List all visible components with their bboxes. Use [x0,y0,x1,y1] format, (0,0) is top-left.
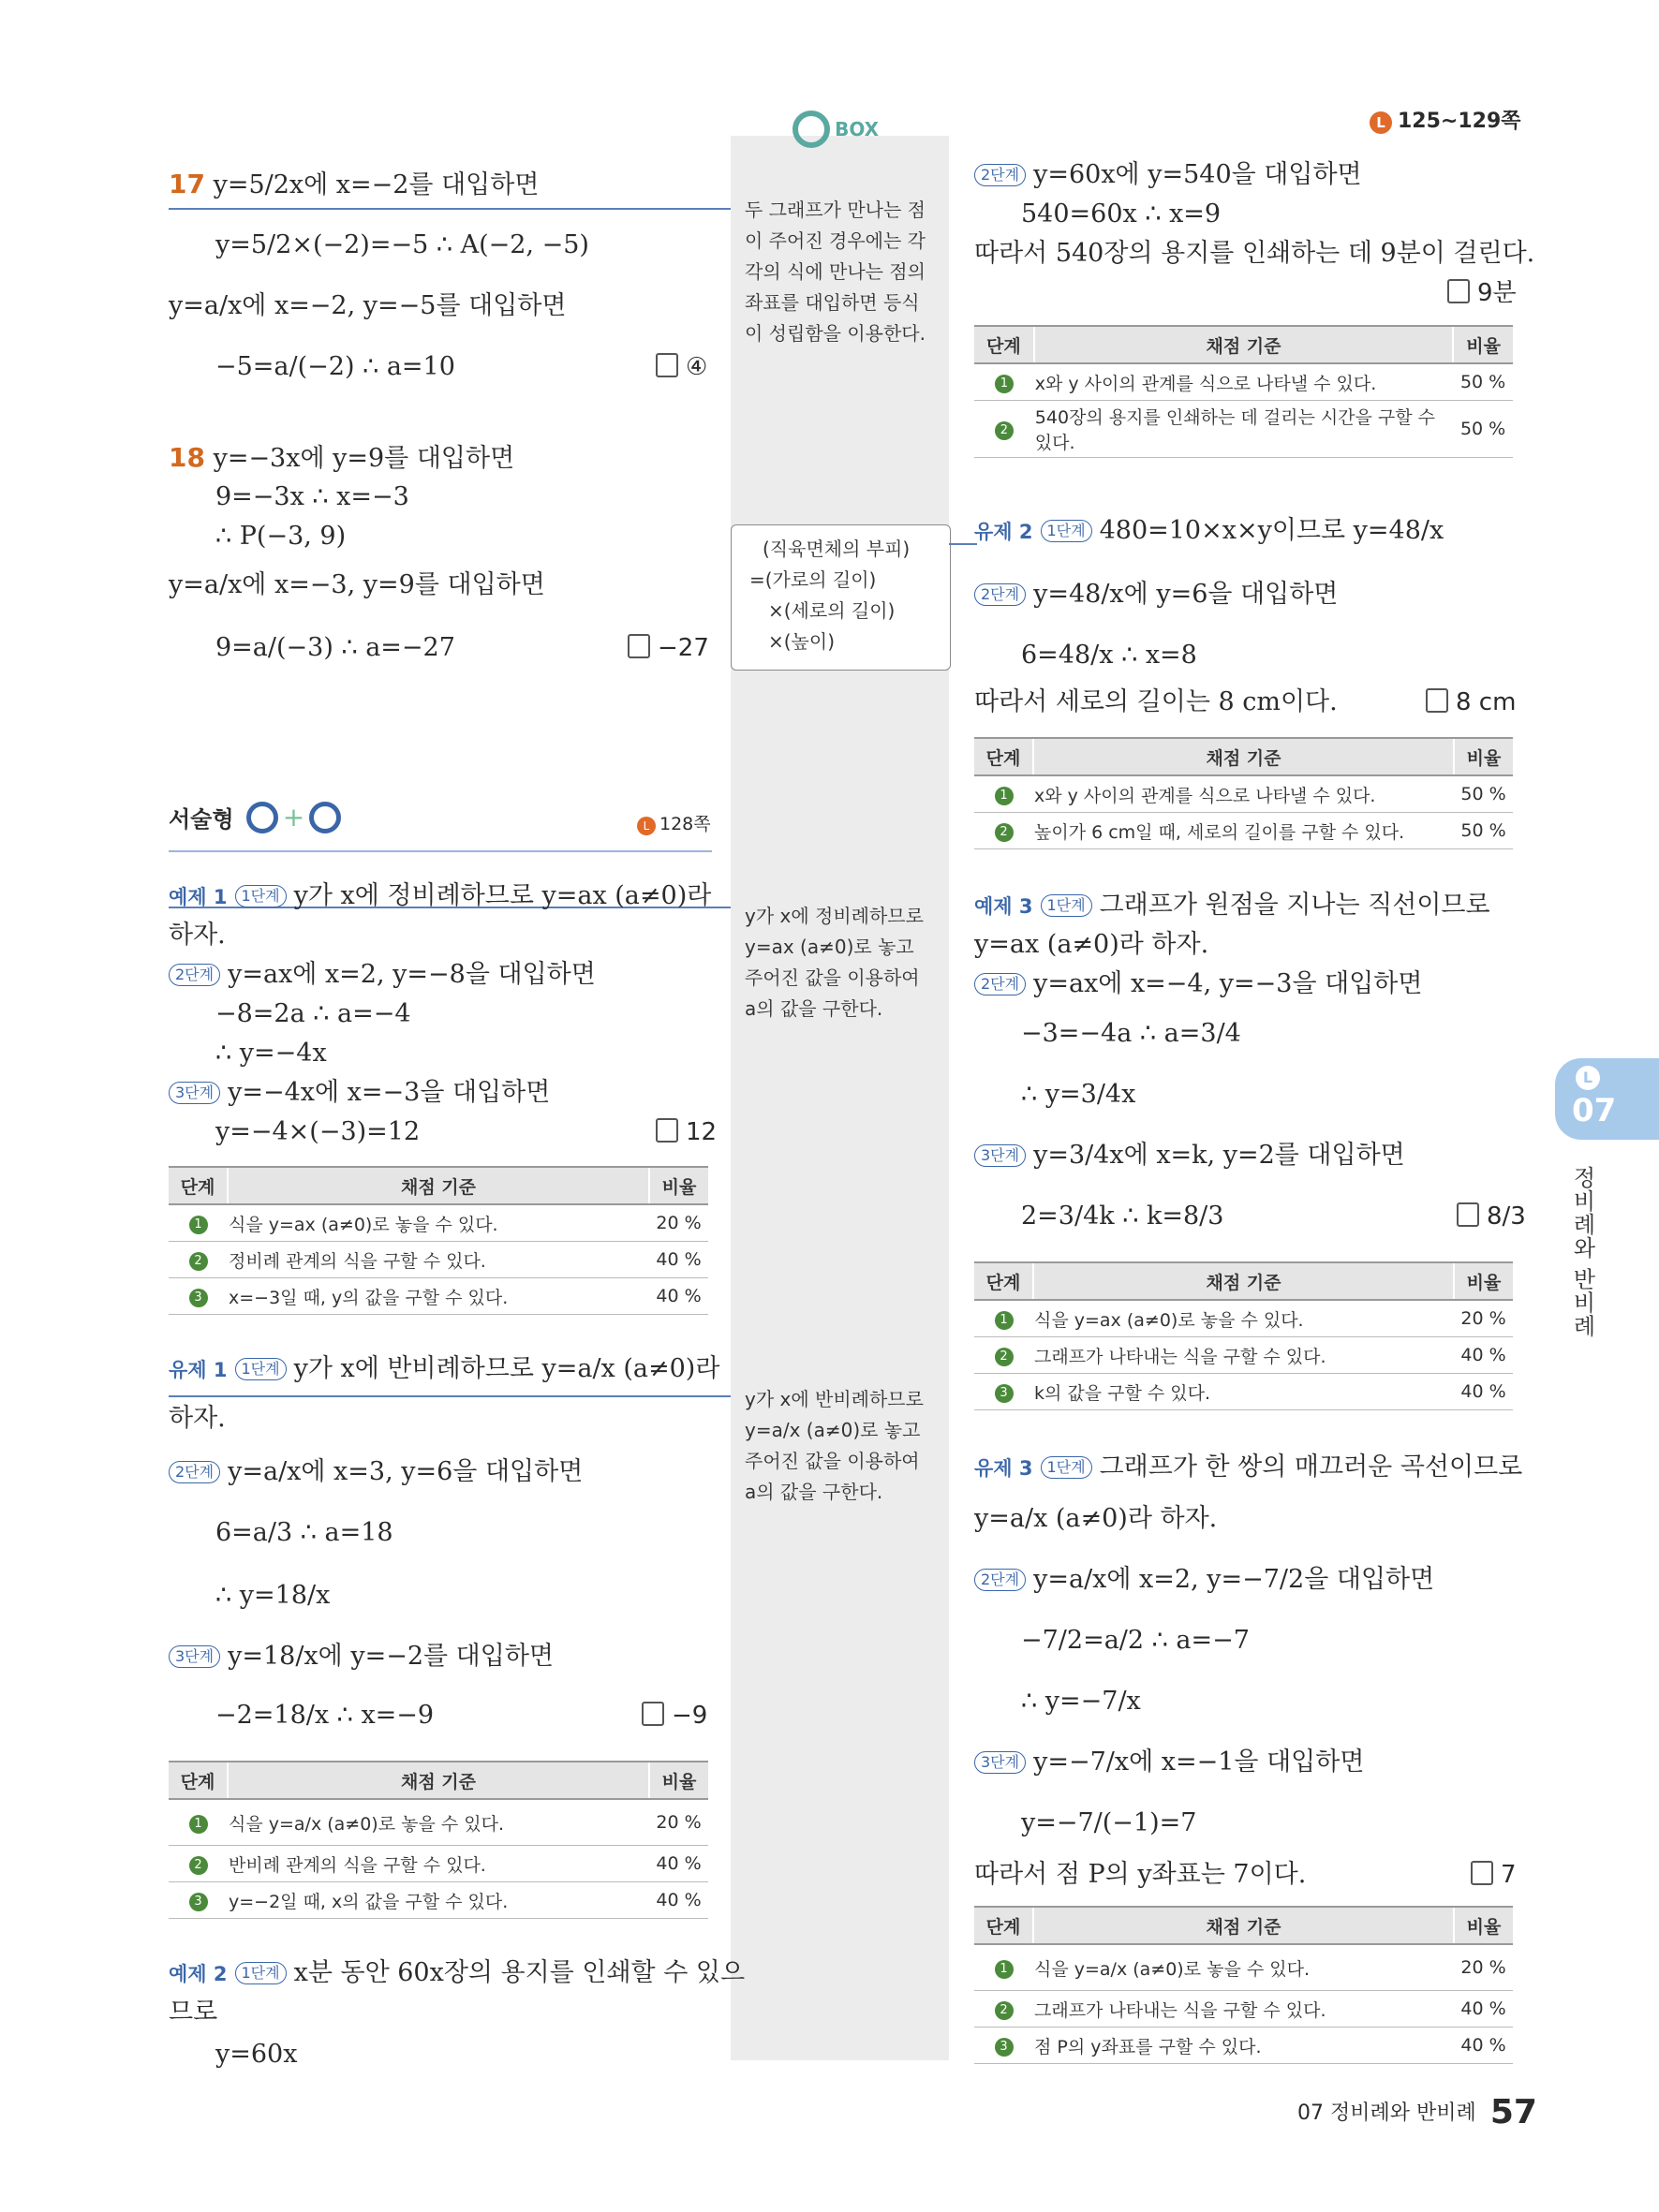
yu1-line3: 6=a/3 ∴ a=18 [215,1518,393,1547]
answer-icon [1426,688,1448,713]
p18-line2: 9=−3x ∴ x=−3 [215,482,409,511]
table-row: 2 그래프가 나타내는 식을 구할 수 있다. 40 % [974,1337,1513,1374]
yu3-line2: 2단계 y=a/x에 x=2, y=−7/2을 대입하면 [974,1564,1434,1596]
ex2c-line2: 540=60x ∴ x=9 [1021,199,1222,229]
seosul-header: 서술형 + L 128쪽 [169,802,711,834]
qbox-note-4: y가 x에 반비례하므로 y=a/x (a≠0)로 놓고 주어진 값을 이용하여 a의 값을 구한다. [745,1388,924,1503]
yu3-line7: 따라서 점 P의 y좌표는 7이다. [974,1860,1307,1889]
qq-logo-icon [246,802,278,833]
ex1-line3: −8=2a ∴ a=−4 [215,999,411,1028]
grading-table-2: 단계 채점 기준 비율 1 식을 y=a/x (a≠0)로 놓을 수 있다. 20 % 2 반비례 관계의 식을 구할 수 있다. 40 % 3 y=−2일 때, x의 값을 구할 수 있다. 40 % [169,1761,708,1919]
qbox-column [731,136,949,2060]
ex2-line1: 예제 2 1단계 x분 동안 60x장의 용지를 인쇄할 수 있으 [169,1958,746,1987]
lesson-icon: L [1576,1066,1600,1090]
ex2-line2: y=60x [215,2040,298,2069]
yu1-line2: 2단계 y=a/x에 x=3, y=6을 대입하면 [169,1456,583,1488]
ex3-line5: 3단계 y=3/4x에 x=k, y=2를 대입하면 [974,1140,1405,1172]
table-row: 2 높이가 6 cm일 때, 세로의 길이를 구할 수 있다. 50 % [974,813,1513,849]
grading-table-3: 단계 채점 기준 비율 1 x와 y 사이의 관계를 식으로 나타낼 수 있다. 50 % 2 540장의 용지를 인쇄하는 데 걸리는 시간을 구할 수 있다. 50 % [974,325,1513,458]
ex3-line1b: y=ax (a≠0)라 하자. [974,930,1209,959]
ex3-line3: −3=−4a ∴ a=3/4 [1021,1019,1241,1048]
table-row: 2 그래프가 나타내는 식을 구할 수 있다. 40 % [974,1991,1513,2028]
table-row: 1 x와 y 사이의 관계를 식으로 나타낼 수 있다. 50 % [974,363,1513,401]
answer-icon [656,353,678,377]
ex2c-line3: 따라서 540장의 용지를 인쇄하는 데 9분이 걸린다. [974,239,1535,268]
qbox-note-3: y가 x에 정비례하므로 y=ax (a≠0)로 놓고 주어진 값을 이용하여 a의 값을 구한다. [745,905,924,1020]
grading-table-1: 단계 채점 기준 비율 1 식을 y=ax (a≠0)로 놓을 수 있다. 20 % 2 정비례 관계의 식을 구할 수 있다. 40 % 3 x=−3일 때, y의 값을 구할 수 있다. 40 % [169,1166,708,1315]
p18-line4: y=a/x에 x=−3, y=9를 대입하면 [169,570,545,599]
chapter-badge: 07 [1572,1092,1617,1129]
table-row: 1 식을 y=ax (a≠0)로 놓을 수 있다. 20 % [974,1300,1513,1337]
q-logo-icon [792,111,830,148]
p18-line5: 9=a/(−3) ∴ a=−27 [215,633,455,662]
ex3-line2: 2단계 y=ax에 x=−4, y=−3을 대입하면 [974,968,1422,1000]
table-row: 2 540장의 용지를 인쇄하는 데 걸리는 시간을 구할 수 있다. 50 % [974,401,1513,458]
yu1-line4: ∴ y=18/x [215,1581,331,1610]
yu2-line2: 2단계 y=48/x에 y=6을 대입하면 [974,579,1338,611]
ex3-answer: 8/3 [1457,1201,1526,1232]
p18-line3: ∴ P(−3, 9) [215,522,347,551]
yu1-line6: −2=18/x ∴ x=−9 [215,1701,435,1730]
yu3-line1: 유제 3 1단계 그래프가 한 쌍의 매끄러운 곡선이므로 [974,1453,1523,1482]
lesson-icon: L [637,817,656,835]
ex1-line5: 3단계 y=−4x에 x=−3을 대입하면 [169,1077,550,1109]
p17-answer: ④ [656,351,707,383]
lesson-icon: L [1370,111,1392,134]
p17-line3: y=a/x에 x=−2, y=−5를 대입하면 [169,291,567,320]
ex1-line1: 예제 1 1단계 y가 x에 정비례하므로 y=ax (a≠0)라 [169,881,712,910]
ex2c-line1: 2단계 y=60x에 y=540을 대입하면 [974,159,1362,191]
p17-line1: 17 y=5/2x에 x=−2를 대입하면 [169,169,540,199]
chapter-side-title: 정비례와 반비례 [1569,1166,1595,1338]
table-row: 2 반비례 관계의 식을 구할 수 있다. 40 % [169,1846,708,1882]
ex1-line1b: 하자. [169,921,226,950]
ex3-line4: ∴ y=3/4x [1021,1080,1136,1109]
grading-table-4: 단계 채점 기준 비율 1 x와 y 사이의 관계를 식으로 나타낼 수 있다. 50 % 2 높이가 6 cm일 때, 세로의 길이를 구할 수 있다. 50 % [974,737,1513,849]
p17-line4: −5=a/(−2) ∴ a=10 [215,352,455,381]
table-row: 3 y=−2일 때, x의 값을 구할 수 있다. 40 % [169,1882,708,1919]
yu3-answer: 7 [1471,1859,1517,1891]
p18-line1: 18 y=−3x에 y=9를 대입하면 [169,442,515,473]
yu3-line3: −7/2=a/2 ∴ a=−7 [1021,1626,1250,1655]
table-row: 3 점 P의 y좌표를 구할 수 있다. 40 % [974,2028,1513,2064]
footer-chapter: 07 정비례와 반비례 [1297,2101,1476,2125]
yu1-line5: 3단계 y=18/x에 y=−2를 대입하면 [169,1641,554,1673]
table-row: 1 x와 y 사이의 관계를 식으로 나타낼 수 있다. 50 % [974,775,1513,813]
yu1-line1b: 하자. [169,1404,226,1433]
p17-line2: y=5/2×(−2)=−5 ∴ A(−2, −5) [215,230,589,259]
yu1-line1: 유제 1 1단계 y가 x에 반비례하므로 y=a/x (a≠0)라 [169,1354,720,1383]
p18-answer: −27 [628,632,709,664]
answer-icon [656,1118,678,1143]
table-row: 2 정비례 관계의 식을 구할 수 있다. 40 % [169,1242,708,1278]
seosul-page: L 128쪽 [637,810,711,835]
qbox-logo: BOX [792,111,879,148]
yu1-answer: −9 [642,1700,707,1732]
answer-icon [1447,279,1470,303]
page-number: 57 [1489,2093,1537,2131]
answer-icon [1457,1202,1479,1227]
ex1-answer: 12 [656,1116,717,1148]
chapter-tab[interactable] [1555,1058,1659,1140]
ex2-line1b: 므로 [169,1998,218,2027]
ex3-line6: 2=3/4k ∴ k=8/3 [1021,1202,1224,1231]
table-row: 1 식을 y=ax (a≠0)로 놓을 수 있다. 20 % [169,1204,708,1242]
footer [1297,2093,1537,2131]
ex1-line4: ∴ y=−4x [215,1039,327,1068]
answer-icon [628,634,650,658]
grading-table-6: 단계 채점 기준 비율 1 식을 y=a/x (a≠0)로 놓을 수 있다. 20 % 2 그래프가 나타내는 식을 구할 수 있다. 40 % 3 점 P의 y좌표를 구할 수 있다. 40 % [974,1906,1513,2064]
yu2-line1: 유제 2 1단계 480=10×x×y이므로 y=48/x [974,516,1444,545]
ex1-line2: 2단계 y=ax에 x=2, y=−8을 대입하면 [169,959,596,991]
yu2-answer: 8 cm [1426,686,1516,718]
qbox-note-2: (직육면체의 부피) =(가로의 길이) ×(세로의 길이) ×(높이) [749,538,911,653]
yu3-line6: y=−7/(−1)=7 [1021,1808,1197,1837]
answer-icon [1471,1861,1493,1885]
page-ref: L 125~129쪽 [1370,105,1521,134]
yu3-line5: 3단계 y=−7/x에 x=−1을 대입하면 [974,1747,1364,1778]
ex2-answer: 9분 [1447,277,1517,309]
table-row: 1 식을 y=a/x (a≠0)로 놓을 수 있다. 20 % [974,1944,1513,1991]
seosul-title: 서술형 [169,806,234,833]
yu3-line4: ∴ y=−7/x [1021,1687,1141,1716]
table-row: 1 식을 y=a/x (a≠0)로 놓을 수 있다. 20 % [169,1799,708,1846]
ex1-line6: y=−4×(−3)=12 [215,1117,421,1146]
qbox-note-1: 두 그래프가 만나는 점 이 주어진 경우에는 각 각의 식에 만나는 점의 좌표를 대입하면 등식 이 성립함을 이용한다. [745,199,926,345]
table-row: 3 k의 값을 구할 수 있다. 40 % [974,1374,1513,1410]
yu2-line3: 6=48/x ∴ x=8 [1021,641,1197,670]
qq-logo-icon-2 [309,802,341,833]
grading-table-5: 단계 채점 기준 비율 1 식을 y=ax (a≠0)로 놓을 수 있다. 20 % 2 그래프가 나타내는 식을 구할 수 있다. 40 % 3 k의 값을 구할 수 있다. 40 % [974,1261,1513,1410]
yu3-line1b: y=a/x (a≠0)라 하자. [974,1504,1218,1533]
table-row: 3 x=−3일 때, y의 값을 구할 수 있다. 40 % [169,1278,708,1315]
ex3-line1: 예제 3 1단계 그래프가 원점을 지나는 직선이므로 [974,891,1490,920]
answer-icon [642,1702,664,1726]
yu2-line4: 따라서 세로의 길이는 8 cm이다. [974,687,1338,716]
